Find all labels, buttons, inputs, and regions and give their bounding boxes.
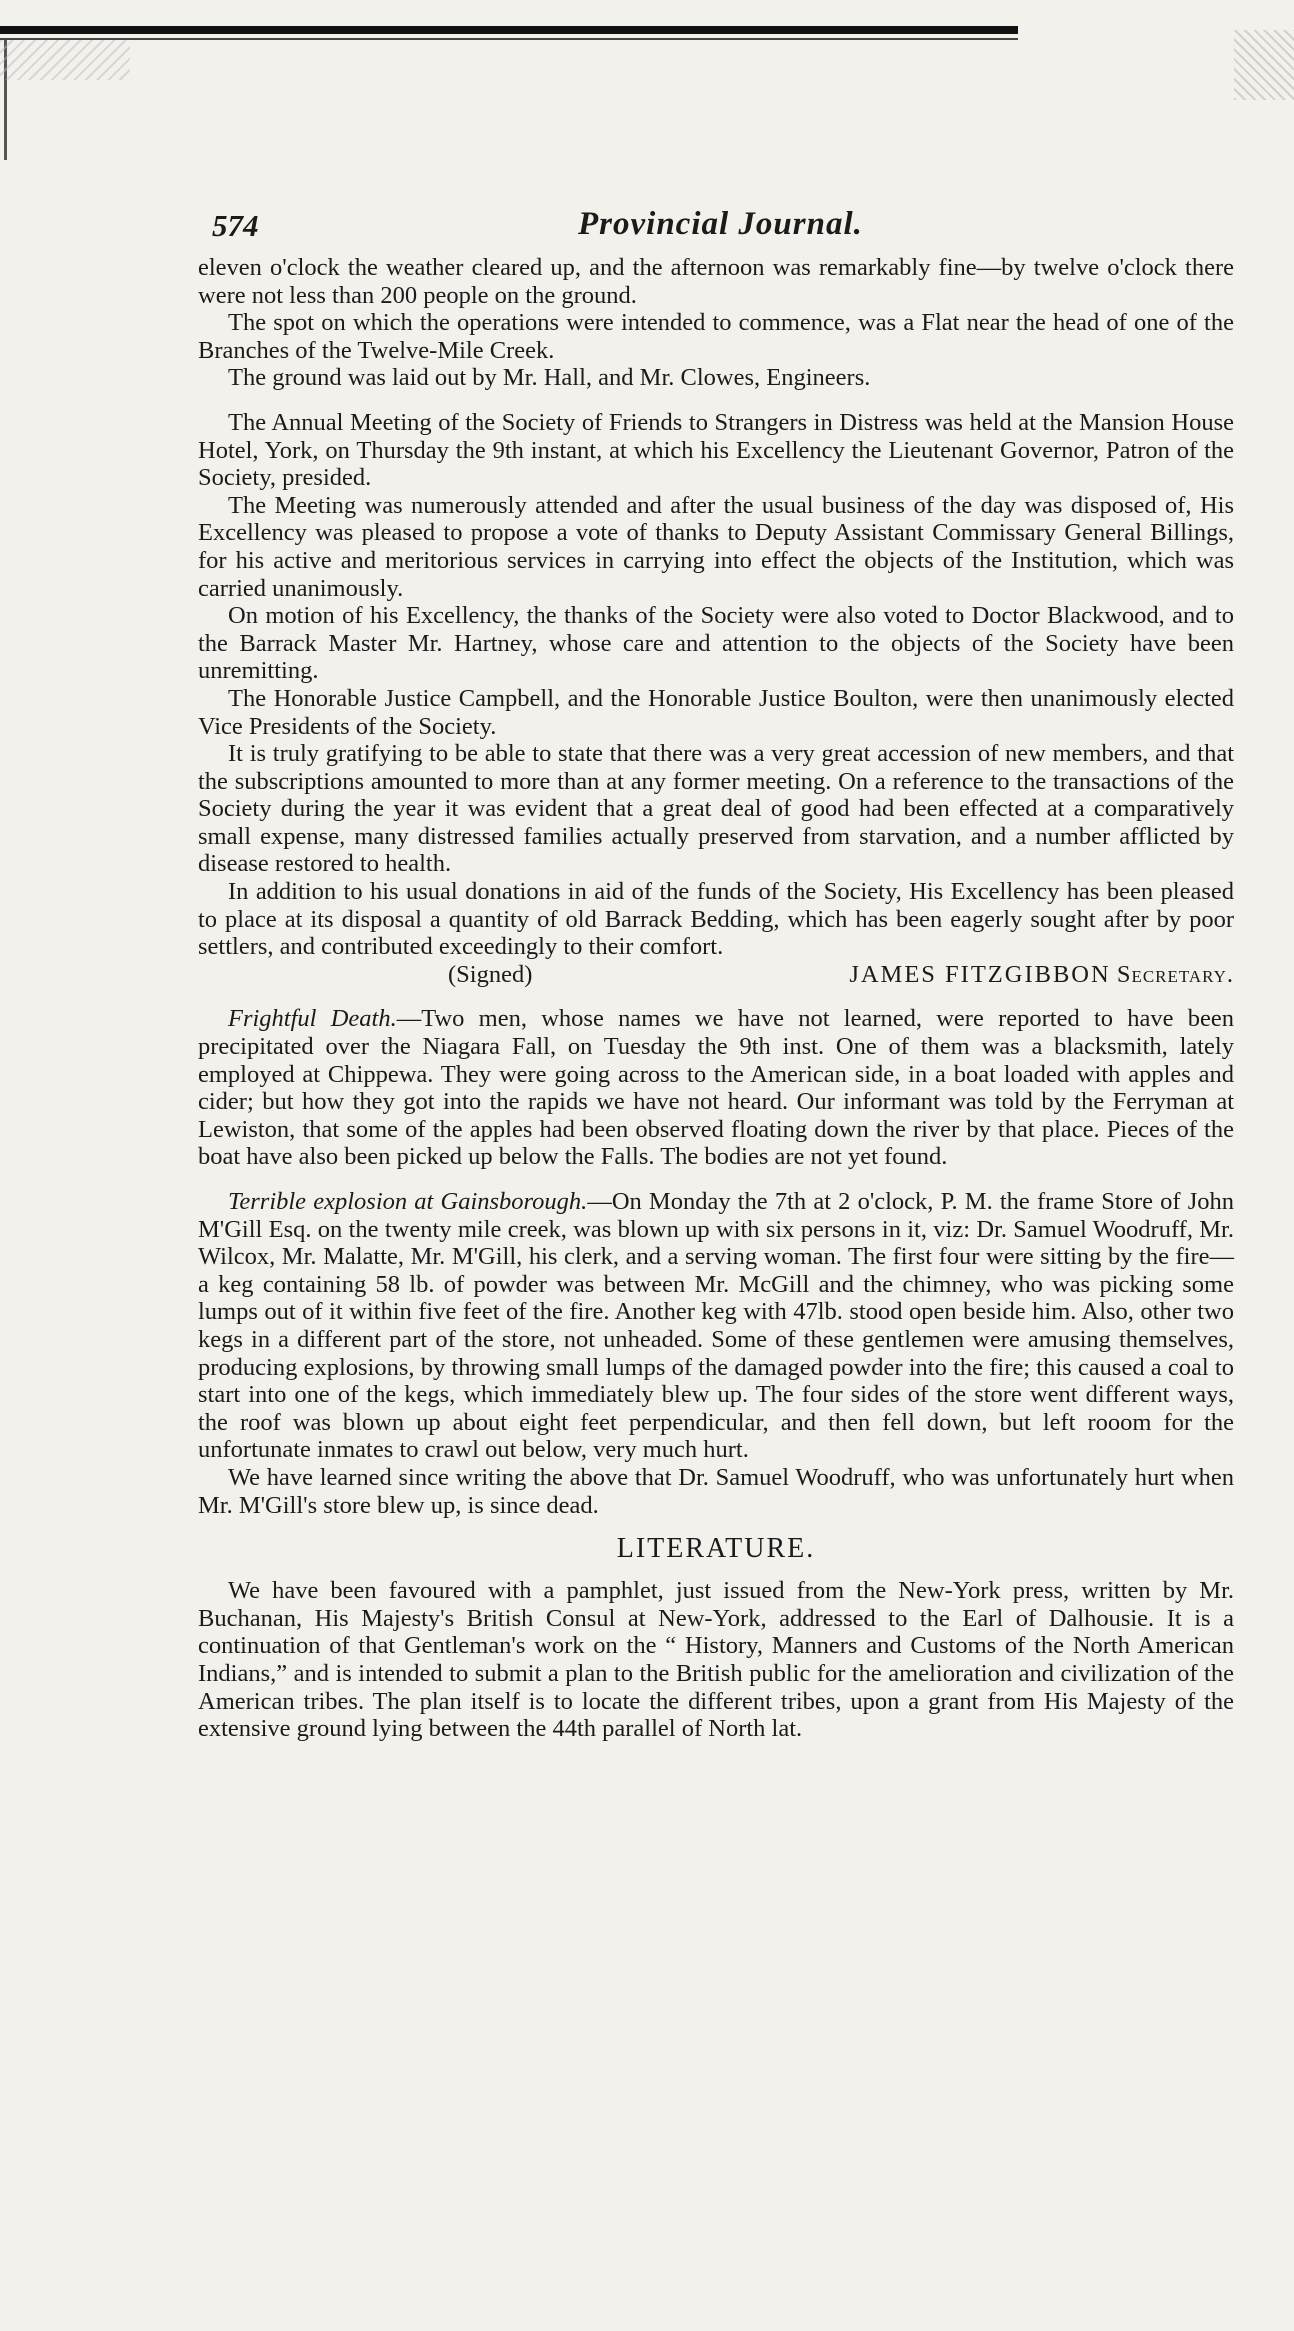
paragraph: The ground was laid out by Mr. Hall, and Mr. Clowes, Engineers. (228, 364, 871, 392)
running-head (198, 200, 1234, 248)
paragraph: The spot on which the operations were intended to commence, was a Flat near the head of one of the Branches of the Twelve-Mile Creek. (198, 309, 1234, 364)
paragraph: eleven o'clock the weather cleared up, and the afternoon was remarkably fine—by twelve o'clock there were not less than 200 people on the ground. (198, 254, 1234, 309)
journal-title: Provincial Journal. (578, 206, 863, 242)
article-body: —Two men, whose names we have not learned, were reported to have been precipitated over the Niagara Fall, on Tuesday the 9th inst. One of them was a blacksmith, lately employed at Chippewa. They were going across to the American side, in a boat loaded with apples and cider; but how they got into the rapids we have not heard. Our informant was told by the Ferryman at Lewiston, that some of the apples had been observed floating down the river by that place. Pieces of the boat have also been picked up below the Falls. The bodies are not yet found. (198, 1005, 1235, 1171)
signatory-role: Secretary. (1116, 960, 1234, 988)
article-body: —On Monday the 7th at 2 o'clock, P. M. the frame Store of John M'Gill Esq. on the twenty mile creek, was blown up with six persons in it, viz: Dr. Samuel Woodruff, Mr. Wilcox, Mr. Malatte, Mr. M'Gill, his clerk, and a serving woman. The first four were sitting by the fire—a keg containing 58 lb. of powder was between Mr. McGill and the chimney, who was picking some lumps out of it within five feet of the fire. Another keg with 47lb. stood open beside him. Also, other two kegs in a different part of the store, not unheaded. Some of these gentlemen were amusing themselves, producing explosions, by throwing small lumps of the damaged powder into the fire; this caused a coal to start into one of the kegs, which immediately blew up. The four sides of the store went different ways, the roof was blown up about eight feet perpendicular, and then fell down, but left rooom for the unfortunate inmates to crawl out below, very much hurt. (198, 1188, 1235, 1464)
paragraph: We have learned since writing the above that Dr. Samuel Woodruff, who was unfortunately hurt when Mr. M'Gill's store blew up, is since dead. (198, 1463, 1234, 1519)
page-body (198, 200, 1234, 1743)
explosion-article (198, 1188, 1234, 1519)
paragraph: The Honorable Justice Campbell, and the Honorable Justice Boulton, were then unanimously elected Vice Presidents of the Society. (198, 684, 1234, 740)
article-lead: Frightful Death. (228, 1005, 397, 1033)
paragraph (198, 1188, 1234, 1464)
article-lead: Terrible explosion at Gainsborough. (228, 1188, 588, 1215)
paragraph: The Annual Meeting of the Society of Friends to Strangers in Distress was held at the Mansion House Hotel, York, on Thursday the 9th instant, at which his Excellency the Lieutenant Governor, Patron of the Society, presided. (198, 408, 1234, 492)
scan-noise-top-left (0, 40, 130, 80)
signatory-block (849, 961, 1234, 989)
paragraph (198, 1005, 1234, 1171)
society-meeting-article (198, 409, 1234, 988)
scan-noise-top-right (1234, 30, 1294, 100)
literature-heading: LITERATURE. (616, 1533, 816, 1565)
article-opening (198, 254, 1234, 392)
page-number: 574 (212, 208, 259, 243)
top-rule (0, 26, 1018, 34)
literature-article (198, 1577, 1234, 1743)
paragraph: We have been favoured with a pamphlet, just issued from the New-York press, written by Mr. Buchanan, His Majesty's British Consul at New-York, addressed to the Earl of Dalhousie. It is a continuation of that Gentleman's work on the “ History, Manners and Customs of the North American Indians,” and is intended to submit a plan to the British public for the amelioration and civilization of the American tribes. The plan itself is to locate the different tribes, upon a grant from His Majesty of the extensive ground lying between the 44th parallel of North lat. (198, 1577, 1234, 1743)
paragraph: On motion of his Excellency, the thanks of the Society were also voted to Doctor Blackwood, and to the Barrack Master Mr. Hartney, whose care and attention to the objects of the Society have been unremitting. (198, 602, 1234, 685)
frightful-death-article (198, 1005, 1234, 1171)
paragraph: It is truly gratifying to be able to state that there was a very great accession of new members, and that the subscriptions amounted to more than at any former meeting. On a reference to the transactions of the Society during the year it was evident that a great deal of good had been effected at a comparatively small expense, many distressed families actually preserved from starvation, and a number afflicted by disease restored to health. (198, 740, 1234, 878)
signatory-name: JAMES FITZGIBBON (849, 960, 1111, 988)
signed-label: (Signed) (448, 960, 533, 988)
top-rule-thin (0, 38, 1018, 40)
paragraph: The Meeting was numerously attended and after the usual business of the day was disposed of, His Excellency was pleased to propose a vote of thanks to Deputy Assistant Commissary General Billings, for his active and meritorious services in carrying into effect the objects of the Institution, which was carried unanimously. (198, 491, 1234, 602)
signature-line (198, 961, 1234, 989)
paragraph: In addition to his usual donations in aid of the funds of the Society, His Excellency has been pleased to place at its disposal a quantity of old Barrack Bedding, which has been eagerly sought after by poor settlers, and contributed exceedingly to their comfort. (198, 878, 1234, 961)
